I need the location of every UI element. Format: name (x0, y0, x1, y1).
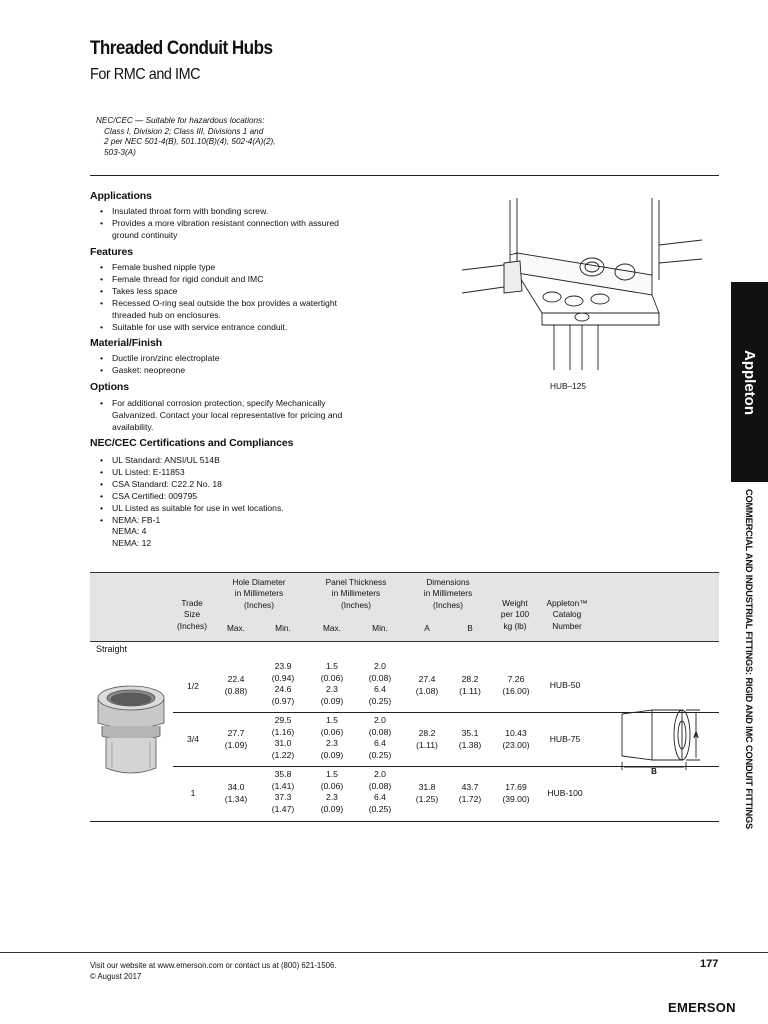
th-line: Size (183, 609, 201, 620)
cell-weight (492, 674, 540, 697)
cell-line: 27.4 (418, 674, 436, 684)
cell-line: 17.69 (505, 782, 527, 792)
cell-line: 2.0 (374, 769, 386, 779)
emerson-logo: EMERSON (668, 1000, 736, 1015)
image-caption: HUB–125 (550, 381, 586, 391)
group-label: Straight (96, 644, 128, 654)
list-item: • UL Standard: ANSI/UL 514B (96, 455, 386, 467)
list-item: • Female bushed nipple type (96, 262, 386, 274)
th-line: (Inches) (433, 599, 463, 610)
cell-dim-a (406, 728, 448, 751)
nec-note-line: 503-3(A) (104, 147, 136, 157)
th-line: in Millimeters (234, 588, 284, 599)
cell-catalog: HUB-100 (547, 788, 583, 798)
list-item: • UL Listed as suitable for use in wet locations. (96, 503, 386, 515)
features-list (96, 262, 386, 333)
cell-panel-max (311, 661, 353, 707)
list-item: • Recessed O-ring seal outside the box provides a watertight (96, 298, 386, 310)
cell-line: 43.7 (461, 782, 479, 792)
cell-hole-min (262, 769, 304, 815)
nec-note (96, 116, 326, 158)
hub-product-image (92, 668, 170, 776)
list-item: ground continuity (112, 229, 178, 240)
cell-line: 6.4 (374, 684, 386, 695)
dimension-label-b: B (651, 767, 657, 776)
list-item: NEMA: 4 (112, 526, 147, 537)
cell-line: 34.0 (227, 782, 245, 792)
cell-line: 6.4 (374, 792, 386, 803)
th-line: per 100 (500, 609, 530, 620)
cell-line: (0.09) (320, 803, 344, 814)
nec-note-line: Class I, Division 2; Class III, Divisions 1 and (104, 126, 264, 136)
cell-line: 1.5 (326, 769, 338, 779)
th-line: (Inches) (244, 599, 274, 610)
cell-line: (1.47) (271, 803, 295, 814)
cell-line: 22.4 (227, 674, 245, 684)
th-panel-min: Min. (372, 623, 388, 633)
cell-dim-b (449, 674, 491, 697)
applications-heading: Applications (90, 190, 152, 202)
cell-line: (1.38) (458, 739, 482, 750)
list-item: availability. (112, 421, 154, 432)
list-item: • Insulated throat form with bonding screw. (96, 206, 386, 218)
th-panel-thickness (308, 577, 404, 611)
cell-panel-min (359, 769, 401, 815)
cell-line: (0.25) (368, 803, 392, 814)
list-item: • Ductile iron/zinc electroplate (96, 353, 386, 365)
cell-line: 28.2 (418, 728, 436, 738)
cell-line: 2.3 (326, 684, 338, 695)
th-line: Appleton™ (546, 598, 588, 608)
appleton-logo-text: Appleton (741, 349, 758, 415)
cell-line: (1.11) (459, 685, 481, 696)
cell-dim-b (449, 728, 491, 751)
cell-line: (16.00) (502, 685, 530, 696)
th-panel-max: Max. (323, 623, 341, 633)
th-dim-a: A (424, 623, 430, 633)
th-catalog (538, 598, 596, 632)
cell-line: (0.06) (320, 672, 344, 683)
th-weight (488, 598, 542, 632)
cell-dim-a (406, 674, 448, 697)
th-line: (Inches) (341, 599, 371, 610)
cell-hole-min (262, 715, 304, 761)
table-bottom-rule (90, 821, 719, 822)
th-dim-b: B (467, 623, 473, 633)
cell-hole-max (215, 782, 257, 805)
list-item: • Gasket: neopreone (96, 365, 386, 377)
list-item: Galvanized. Contact your local representative for pricing and (112, 409, 343, 420)
nec-note-line: NEC/CEC — Suitable for hazardous locations: (96, 116, 265, 125)
th-hole-max: Max. (227, 623, 245, 633)
cell-line: 1.5 (326, 715, 338, 725)
th-hole-min: Min. (275, 623, 291, 633)
cell-line: 7.26 (507, 674, 525, 684)
cell-weight (492, 782, 540, 805)
hub-installation-illustration (462, 195, 702, 375)
applications-list (96, 206, 386, 242)
th-line: in Millimeters (331, 588, 381, 599)
th-line: Catalog (552, 609, 582, 620)
cell-line: 10.43 (505, 728, 527, 738)
footer-copyright: © August 2017 (90, 972, 142, 981)
side-category-text: COMMERCIAL AND INDUSTRIAL FITTINGS: RIGID AND IMC CONDUIT FITTINGS (744, 488, 755, 830)
side-category (731, 488, 768, 830)
appleton-logo (731, 282, 768, 482)
header-divider (90, 175, 719, 176)
cell-line: (0.08) (368, 726, 392, 737)
cell-line: 2.0 (374, 661, 386, 671)
cell-line: (23.00) (502, 739, 530, 750)
cell-dim-a (406, 782, 448, 805)
cell-line: (39.00) (502, 793, 530, 804)
cell-line: 27.7 (227, 728, 245, 738)
cell-hole-min (262, 661, 304, 707)
cell-line: 2.0 (374, 715, 386, 725)
footer-divider (0, 952, 768, 953)
list-item: • Female thread for rigid conduit and IMC (96, 274, 386, 286)
cell-line: (0.94) (271, 672, 295, 683)
cell-line: 6.4 (374, 738, 386, 749)
cell-line: (0.06) (320, 780, 344, 791)
cell-catalog: HUB-75 (549, 734, 581, 744)
cell-line: 1.5 (326, 661, 338, 671)
list-item: • CSA Certified: 009795 (96, 491, 386, 503)
cell-panel-max (311, 769, 353, 815)
cell-line: (1.08) (415, 685, 439, 696)
th-line: (Inches) (177, 620, 207, 631)
cell-line: 28.2 (461, 674, 479, 684)
page-subtitle: For RMC and IMC (90, 66, 201, 83)
th-hole-diameter (215, 577, 303, 611)
cell-size: 3/4 (187, 734, 199, 744)
cell-weight (492, 728, 540, 751)
th-dimensions (403, 577, 493, 611)
cell-line: 35.1 (461, 728, 479, 738)
th-line: Trade (181, 598, 203, 608)
list-item: • UL Listed: E-11853 (96, 467, 386, 479)
th-line: Hole Diameter (232, 577, 286, 587)
cell-line: (1.72) (458, 793, 482, 804)
cell-line: 37.3 (274, 792, 292, 803)
cell-dim-b (449, 782, 491, 805)
cell-panel-max (311, 715, 353, 761)
cell-hole-max (215, 674, 257, 697)
cell-line: (0.09) (320, 749, 344, 760)
list-item: • Suitable for use with service entrance conduit. (96, 322, 386, 334)
certifications-heading: NEC/CEC Certifications and Compliances (90, 437, 294, 449)
cell-line: (1.34) (224, 793, 248, 804)
page-number: 177 (700, 958, 719, 970)
th-line: Weight (502, 598, 528, 608)
cell-line: (1.09) (224, 739, 248, 750)
material-heading: Material/Finish (90, 337, 163, 349)
cell-line: 24.6 (274, 684, 292, 695)
cell-line: (1.25) (415, 793, 439, 804)
cell-line: (0.09) (320, 695, 344, 706)
footer-contact: Visit our website at www.emerson.com or contact us at (800) 621-1506. (90, 961, 337, 970)
cell-line: 35.8 (274, 769, 292, 779)
th-line: Dimensions (426, 577, 470, 587)
cell-line: 29.5 (274, 715, 292, 725)
dimension-label-a: A (693, 731, 699, 740)
cell-catalog: HUB-50 (549, 680, 581, 690)
cell-line: (1.22) (271, 749, 295, 760)
cell-line: (1.41) (271, 780, 295, 791)
th-line: in Millimeters (423, 588, 473, 599)
cell-panel-min (359, 661, 401, 707)
options-list (96, 398, 386, 434)
th-line: Panel Thickness (325, 577, 387, 587)
options-heading: Options (90, 381, 129, 393)
cell-line: 23.9 (274, 661, 292, 671)
cell-line: 31.8 (418, 782, 436, 792)
page-title: Threaded Conduit Hubs (90, 38, 273, 59)
features-heading: Features (90, 246, 133, 258)
cell-line: 2.3 (326, 792, 338, 803)
th-line: kg (lb) (503, 620, 527, 631)
cell-line: (1.16) (271, 726, 295, 737)
material-list (96, 353, 386, 377)
cell-size: 1 (190, 788, 196, 798)
cell-panel-min (359, 715, 401, 761)
cell-line: (0.08) (368, 780, 392, 791)
cell-hole-max (215, 728, 257, 751)
list-item: NEMA: 12 (112, 538, 152, 549)
footer (90, 960, 336, 982)
dimension-diagram (612, 704, 722, 776)
nec-note-line: 2 per NEC 501-4(B), 501.10(B)(4), 502-4(A)(2), (104, 137, 276, 146)
list-item: • Takes less space (96, 286, 386, 298)
list-item: threaded hub on enclosures. (112, 309, 221, 320)
cell-line: (0.88) (224, 685, 248, 696)
th-line: Number (552, 620, 582, 631)
cell-line: (0.97) (271, 695, 295, 706)
cell-line: 2.3 (326, 738, 338, 749)
cell-line: (0.06) (320, 726, 344, 737)
certifications-list (96, 455, 386, 550)
cell-line: (1.11) (416, 739, 438, 750)
cell-size: 1/2 (187, 681, 199, 691)
cell-line: (0.08) (368, 672, 392, 683)
list-item: • CSA Standard: C22.2 No. 18 (96, 479, 386, 491)
list-item: • Provides a more vibration resistant connection with assured (96, 218, 386, 230)
cell-line: (0.25) (368, 749, 392, 760)
list-item: • NEMA: FB-1 (96, 515, 386, 527)
cell-line: 31.0 (274, 738, 292, 749)
cell-line: (0.25) (368, 695, 392, 706)
list-item: • For additional corrosion protection, specify Mechanically (96, 398, 386, 410)
